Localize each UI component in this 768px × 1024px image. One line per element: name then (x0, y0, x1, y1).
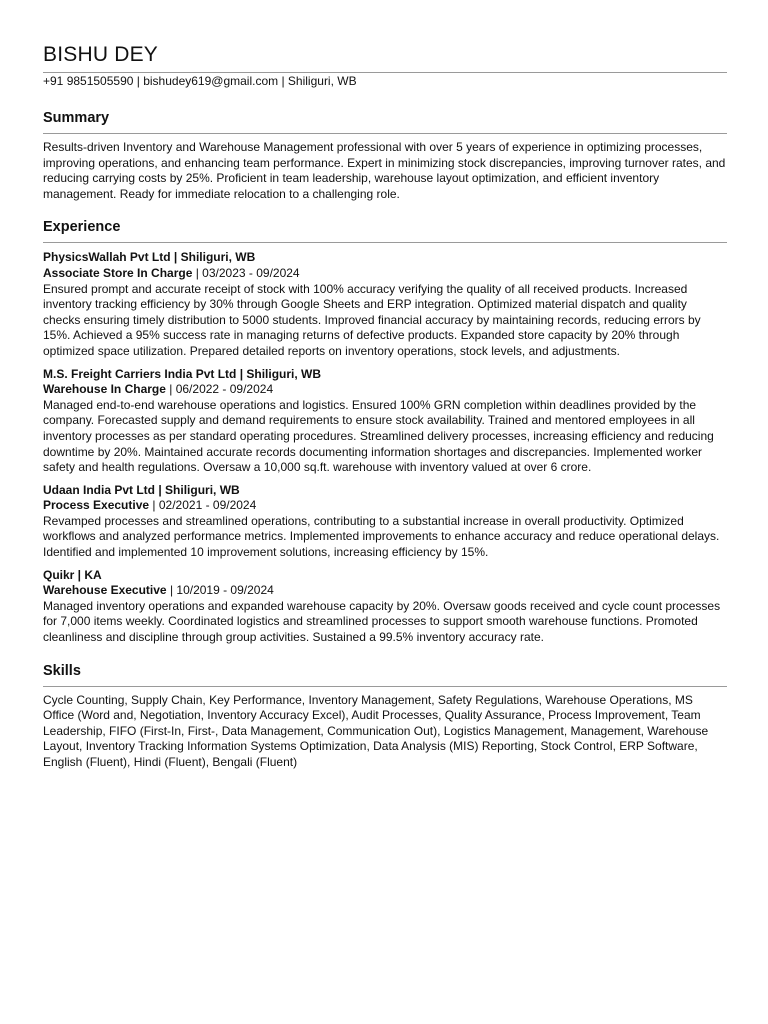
job-entry (43, 367, 725, 476)
job-role-line (43, 382, 725, 398)
header-divider (43, 72, 727, 73)
job-company: Udaan India Pvt Ltd | Shiliguri, WB (43, 482, 240, 497)
job-role: Process Executive (43, 498, 150, 513)
job-details: Managed end-to-end warehouse operations and logistics. Ensured 100% GRN completion within deadlines provided by the company. Forecasted supply and demand requirements to ensure stock availability. Trained and mentored employees in all inventory processes as per standard operating procedures. Streamlined delivery processes, increasing efficiency and reducing downtime by 20%. Maintained accurate records documenting information shortages and discrepancies. Implemented worker safety and health regulations. Oversaw a 10,000 sq.ft. warehouse with inventory valued at over 6 crore. (43, 397, 714, 475)
job-entry (43, 483, 725, 561)
job-role: Associate Store In Charge (43, 265, 193, 280)
summary-text: Results-driven Inventory and Warehouse Management professional with over 5 years of experience in optimizing processes, improving operations, and enhancing team performance. Expert in minimizing stock discrepancies, improving turnover rates, and reducing carrying costs by 25%. Proficient in team leadership, warehouse layout optimization, and efficient inventory management. Ready for immediate relocation to a challenging role. (43, 140, 726, 201)
job-details: Managed inventory operations and expanded warehouse capacity by 20%. Oversaw goods received and cycle count processes for 7,000 items weekly. Coordinated logistics and streamlined processes to support smooth warehouse functions. Promoted cleanliness and discipline through group activities. Sustained a 99.5% inventory accuracy rate. (43, 598, 721, 645)
job-company: Quikr | KA (43, 567, 102, 582)
job-role-line (43, 583, 725, 599)
job-entry (43, 250, 725, 359)
job-details: Revamped processes and streamlined operations, contributing to a substantial increase in overall productivity. Optimized workflows and analyzed performance metrics. Implemented improvements to enhance accuracy and reduce operational delays. Identified and implemented 10 improvement solutions, increasing efficiency by 15%. (43, 513, 720, 560)
job-role-line (43, 266, 725, 282)
job-details: Ensured prompt and accurate receipt of stock with 100% accuracy verifying the quality of all received products. Increased inventory tracking efficiency by 30% through Google Sheets and ERP integration. Optimized material dispatch and quality checks ensuring timely distribution to 5000 students. Improved financial accuracy by maintaining records, reducing errors by 15%. Achieved a 95% success rate in managing returns of defective products. Expanded store capacity by 20% through optimized space utilization. Prepared detailed reports on inventory operations, stock levels, and adjustments. (43, 281, 701, 358)
skills-divider (43, 686, 727, 687)
job-company: PhysicsWallah Pvt Ltd | Shiliguri, WB (43, 250, 256, 265)
summary-heading: Summary (43, 110, 110, 126)
job-dates: | 02/2021 - 09/2024 (149, 498, 257, 513)
job-role: Warehouse Executive (43, 583, 167, 598)
job-dates: | 10/2019 - 09/2024 (166, 583, 274, 598)
skills-text: Cycle Counting, Supply Chain, Key Performance, Inventory Management, Safety Regulations, Warehouse Operations, MS Office (Word and, Negotiation, Inventory Accuracy Excel), Audit Processes, Quality Assurance, Process Improvement, Team Leadership, FIFO (First-In, First-, Data Management, Communication Out), Logistics Management, Management, Warehouse Layout, Inventory Tracking Information Systems Optimization, Data Analysis (MIS) Reporting, Stock Control, ERP Software, English (Fluent), Hindi (Fluent), Bengali (Fluent) (43, 692, 709, 769)
candidate-name: BISHU DEY (43, 43, 158, 66)
job-dates: | 06/2022 - 09/2024 (165, 382, 274, 397)
experience-divider (43, 242, 727, 243)
job-company: M.S. Freight Carriers India Pvt Ltd | Shiliguri, WB (43, 366, 322, 381)
skills-heading: Skills (43, 662, 81, 679)
job-role-line (43, 498, 725, 514)
job-role: Warehouse In Charge (43, 382, 166, 397)
contact-line: +91 9851505590 | bishudey619@gmail.com | Shiliguri, WB (43, 74, 357, 88)
experience-heading: Experience (43, 219, 121, 236)
job-entry (43, 568, 725, 646)
summary-divider (43, 133, 727, 134)
job-dates: | 03/2023 - 09/2024 (192, 265, 300, 280)
